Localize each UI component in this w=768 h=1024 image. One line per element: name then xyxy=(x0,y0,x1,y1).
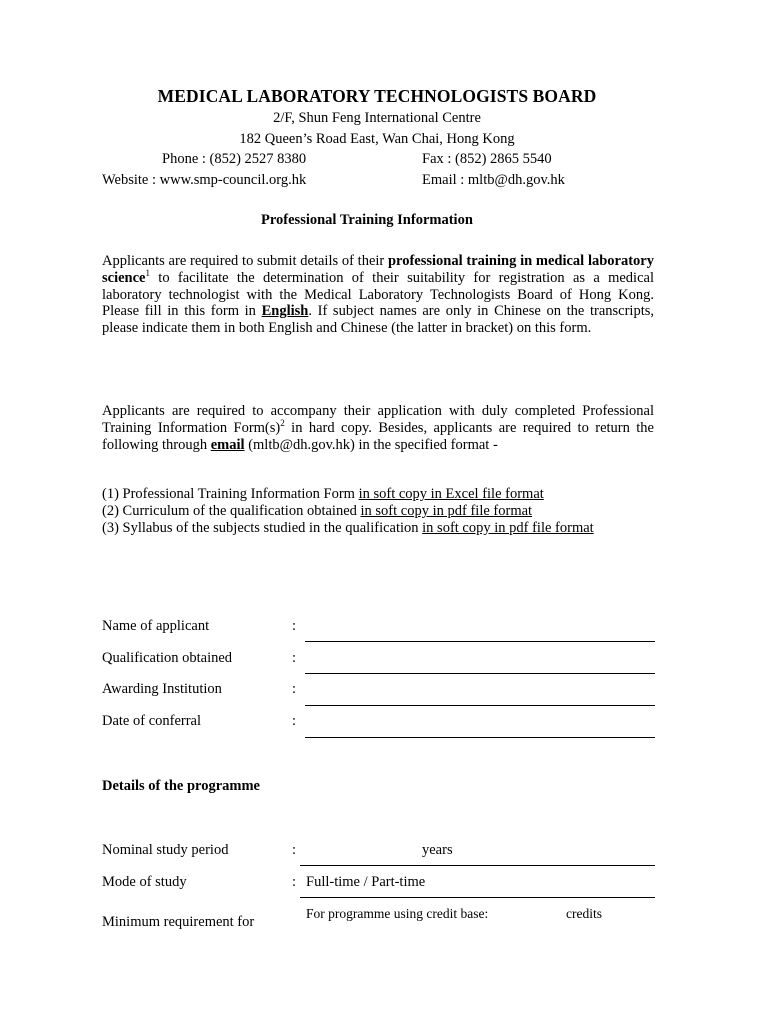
mode-options[interactable]: Full-time / Part-time xyxy=(306,874,426,890)
para1-emphasis: professional training in medical laboratory science xyxy=(102,253,654,286)
programme-heading: Details of the programme xyxy=(102,778,260,794)
requirement-format: in soft copy in Excel file format xyxy=(358,486,544,502)
footnote-ref-1: 1 xyxy=(145,267,150,278)
para2-text-1: Applicants are required to accompany their application with duly completed Professional Training Information Form(s) xyxy=(102,403,654,436)
footnote-ref-2: 2 xyxy=(280,417,285,428)
address-line-2: 182 Queen’s Road East, Wan Chai, Hong Kong xyxy=(239,131,515,147)
address-line-1: 2/F, Shun Feng International Centre xyxy=(273,110,481,126)
website: Website : www.smp-council.org.hk xyxy=(102,172,307,188)
mode-field xyxy=(300,897,655,898)
study-period-field[interactable] xyxy=(300,865,655,866)
para1-english: English xyxy=(261,303,309,320)
para1-text-2: to facilitate the determination of their suitability for registration as a medical laboratory technologist with the Medical Laboratory Technologists Board of Hong Kong. Please fill in this form in xyxy=(102,269,654,320)
requirement-text: (2) Curriculum of the qualification obtained xyxy=(102,503,361,519)
date-label: Date of conferral xyxy=(102,713,202,729)
institution-field[interactable] xyxy=(305,705,655,706)
colon: : xyxy=(292,681,297,697)
mode-label: Mode of study xyxy=(102,874,187,890)
qualification-label: Qualification obtained xyxy=(102,650,233,666)
list-item xyxy=(102,503,532,520)
para2-text-2: in hard copy. Besides, applicants are required to return the following through xyxy=(102,419,654,453)
colon: : xyxy=(292,618,297,634)
name-label: Name of applicant xyxy=(102,618,210,634)
fax-number: Fax : (852) 2865 5540 xyxy=(422,151,552,167)
colon: : xyxy=(292,842,297,858)
requirement-format: in soft copy in pdf file format xyxy=(422,520,594,536)
list-item xyxy=(102,520,594,537)
study-period-label: Nominal study period xyxy=(102,842,229,858)
colon: : xyxy=(292,874,297,890)
para2-email: email xyxy=(210,436,245,453)
colon: : xyxy=(292,650,297,666)
requirement-text: (3) Syllabus of the subjects studied in the qualification xyxy=(102,520,423,536)
board-title: MEDICAL LABORATORY TECHNOLOGISTS BOARD xyxy=(157,86,597,106)
list-item xyxy=(102,486,544,503)
section-title: Professional Training Information xyxy=(261,212,473,228)
submission-paragraph xyxy=(102,403,654,453)
min-requirement-label: Minimum requirement for xyxy=(102,914,255,930)
requirement-text: (1) Professional Training Information Form xyxy=(102,486,359,502)
qualification-field[interactable] xyxy=(305,673,655,674)
study-period-unit: years xyxy=(422,842,453,858)
institution-label: Awarding Institution xyxy=(102,681,222,697)
colon: : xyxy=(292,713,297,729)
para1-text-3: . If subject names are only in Chinese on the transcripts, please indicate them in both English and Chinese (the latter in bracket) on this form. xyxy=(102,303,655,337)
para1-text-1: Applicants are required to submit details of their xyxy=(102,253,388,269)
name-field[interactable] xyxy=(305,641,655,642)
date-field[interactable] xyxy=(305,737,655,738)
phone-number: Phone : (852) 2527 8380 xyxy=(162,151,307,167)
email-address: Email : mltb@dh.gov.hk xyxy=(422,172,565,188)
intro-paragraph xyxy=(102,253,654,337)
para2-text-3: (mltb@dh.gov.hk) in the specified format - xyxy=(244,436,498,453)
credit-base-label: For programme using credit base: xyxy=(306,906,489,921)
requirement-format: in soft copy in pdf file format xyxy=(360,503,533,519)
credits-unit: credits xyxy=(566,906,602,921)
